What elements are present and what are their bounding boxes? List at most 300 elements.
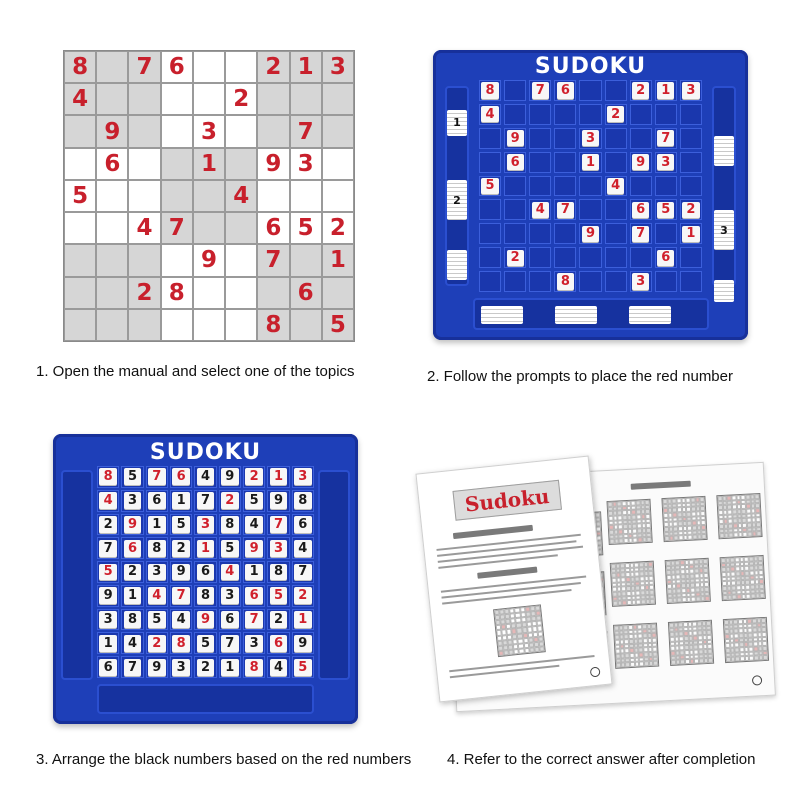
- tile-stack[interactable]: [714, 210, 734, 250]
- sudoku-board-setup: [433, 50, 748, 340]
- board-slot[interactable]: [146, 585, 168, 607]
- number-tile[interactable]: 8: [221, 516, 238, 533]
- board-slot[interactable]: [170, 537, 192, 559]
- number-tile[interactable]: 6: [197, 564, 214, 581]
- board-slot[interactable]: [579, 104, 601, 125]
- number-tile[interactable]: 9: [294, 635, 311, 652]
- board-slot[interactable]: [243, 656, 265, 678]
- board-slot[interactable]: [146, 514, 168, 536]
- board-slot[interactable]: [121, 514, 143, 536]
- number-tile[interactable]: 7: [632, 226, 649, 242]
- tile-stack[interactable]: [714, 136, 734, 166]
- board-slot[interactable]: [194, 561, 216, 583]
- number-tile[interactable]: 4: [197, 468, 214, 485]
- board-slot[interactable]: [479, 128, 501, 149]
- board-slot[interactable]: [554, 152, 576, 173]
- board-slot[interactable]: [97, 585, 119, 607]
- board-slot[interactable]: [243, 490, 265, 512]
- board-slot[interactable]: [680, 104, 702, 125]
- mini-grid-cell: [760, 593, 765, 598]
- number-tile[interactable]: 8: [557, 273, 574, 289]
- number-tile[interactable]: 9: [507, 130, 524, 146]
- board-slot[interactable]: [243, 537, 265, 559]
- number-tile[interactable]: 2: [197, 659, 214, 676]
- puzzle-cell: 3: [290, 148, 322, 180]
- number-tile[interactable]: 2: [270, 611, 287, 628]
- number-tile[interactable]: 7: [124, 659, 141, 676]
- board-slot[interactable]: [146, 656, 168, 678]
- board-slot[interactable]: [479, 152, 501, 173]
- board-slot[interactable]: [529, 152, 551, 173]
- board-slot[interactable]: [479, 104, 501, 125]
- number-tile[interactable]: 3: [197, 516, 214, 533]
- board-slot[interactable]: [579, 223, 601, 244]
- board-slot[interactable]: [97, 537, 119, 559]
- number-tile[interactable]: 7: [148, 468, 165, 485]
- puzzle-cell: [290, 244, 322, 276]
- number-tile[interactable]: 3: [632, 273, 649, 289]
- board-slot[interactable]: [146, 466, 168, 488]
- number-tile[interactable]: 5: [172, 516, 189, 533]
- board-slot[interactable]: [504, 152, 526, 173]
- board-slot[interactable]: [479, 247, 501, 268]
- board-slot[interactable]: [292, 466, 314, 488]
- board-slot[interactable]: [292, 537, 314, 559]
- board-slot[interactable]: [97, 490, 119, 512]
- board-slot[interactable]: [121, 656, 143, 678]
- board-slot[interactable]: [243, 561, 265, 583]
- number-tile[interactable]: 3: [582, 130, 599, 146]
- number-tile[interactable]: 2: [632, 82, 649, 98]
- number-tile[interactable]: 6: [557, 82, 574, 98]
- number-tile[interactable]: 4: [124, 635, 141, 652]
- number-tile[interactable]: 9: [197, 611, 214, 628]
- board-slot[interactable]: [605, 223, 627, 244]
- board-slot[interactable]: [605, 199, 627, 220]
- board-slot[interactable]: [121, 466, 143, 488]
- board-slot[interactable]: [243, 609, 265, 631]
- board-slot[interactable]: [579, 80, 601, 101]
- board-slot[interactable]: [479, 223, 501, 244]
- board-slot[interactable]: [121, 490, 143, 512]
- number-tile[interactable]: 2: [245, 468, 262, 485]
- number-tile[interactable]: 9: [148, 659, 165, 676]
- board-slot[interactable]: [219, 609, 241, 631]
- board-slot[interactable]: [219, 514, 241, 536]
- number-tile[interactable]: 3: [172, 659, 189, 676]
- board-slot[interactable]: [655, 104, 677, 125]
- board-slot[interactable]: [554, 247, 576, 268]
- board-slot[interactable]: [292, 656, 314, 678]
- board-slot[interactable]: [630, 247, 652, 268]
- board-slot[interactable]: [529, 271, 551, 292]
- number-tile[interactable]: 4: [148, 587, 165, 604]
- number-tile[interactable]: 1: [657, 82, 674, 98]
- board-slot[interactable]: [655, 80, 677, 101]
- board-slot[interactable]: [605, 128, 627, 149]
- board-slot[interactable]: [479, 199, 501, 220]
- board-slot[interactable]: [529, 80, 551, 101]
- board-slot[interactable]: [529, 247, 551, 268]
- board-slot[interactable]: [655, 128, 677, 149]
- board-slot[interactable]: [605, 152, 627, 173]
- board-slot[interactable]: [243, 632, 265, 654]
- number-tile[interactable]: 2: [682, 202, 699, 218]
- number-tile[interactable]: 4: [532, 202, 549, 218]
- board-slot[interactable]: [194, 466, 216, 488]
- number-tile[interactable]: 4: [270, 659, 287, 676]
- puzzle-cell: [257, 115, 289, 147]
- board-slot[interactable]: [680, 128, 702, 149]
- number-tile[interactable]: 6: [632, 202, 649, 218]
- number-tile[interactable]: 8: [148, 540, 165, 557]
- board-slot[interactable]: [121, 585, 143, 607]
- board-slot[interactable]: [146, 537, 168, 559]
- answer-grid: [613, 623, 659, 669]
- number-tile[interactable]: 3: [99, 611, 116, 628]
- number-tile[interactable]: 7: [245, 611, 262, 628]
- board-slot[interactable]: [121, 537, 143, 559]
- tile-stack[interactable]: [447, 250, 467, 280]
- number-tile[interactable]: 8: [99, 468, 116, 485]
- board-slot[interactable]: [680, 176, 702, 197]
- board-slot[interactable]: [170, 561, 192, 583]
- number-tile[interactable]: 4: [294, 540, 311, 557]
- number-tile[interactable]: 1: [270, 468, 287, 485]
- number-tile[interactable]: 3: [682, 82, 699, 98]
- board-slot[interactable]: [170, 656, 192, 678]
- board-slot[interactable]: [479, 271, 501, 292]
- manual-cover-page: [415, 456, 612, 703]
- number-tile[interactable]: 5: [221, 540, 238, 557]
- number-tile[interactable]: 1: [148, 516, 165, 533]
- board-slot[interactable]: [121, 561, 143, 583]
- board-slot[interactable]: [97, 632, 119, 654]
- board-slot[interactable]: [630, 80, 652, 101]
- number-tile[interactable]: 1: [294, 611, 311, 628]
- number-tile[interactable]: 5: [245, 492, 262, 509]
- board-slot[interactable]: [267, 585, 289, 607]
- number-tile[interactable]: 9: [632, 154, 649, 170]
- board-slot[interactable]: [194, 656, 216, 678]
- board-slot[interactable]: [579, 247, 601, 268]
- board-slot[interactable]: [554, 128, 576, 149]
- board-slot[interactable]: [170, 585, 192, 607]
- number-tile[interactable]: 5: [197, 635, 214, 652]
- board-slot[interactable]: [219, 466, 241, 488]
- number-tile[interactable]: 7: [99, 540, 116, 557]
- board-slot[interactable]: [479, 80, 501, 101]
- board-slot[interactable]: [194, 490, 216, 512]
- board-slot[interactable]: [267, 632, 289, 654]
- board-slot[interactable]: [97, 514, 119, 536]
- number-tile[interactable]: 1: [682, 226, 699, 242]
- board-slot[interactable]: [194, 514, 216, 536]
- board-slot[interactable]: [529, 176, 551, 197]
- board-slot[interactable]: [146, 490, 168, 512]
- board-slot[interactable]: [579, 152, 601, 173]
- number-tile[interactable]: 4: [245, 516, 262, 533]
- number-tile[interactable]: 6: [221, 611, 238, 628]
- number-tile[interactable]: 2: [99, 516, 116, 533]
- number-tile[interactable]: 2: [221, 492, 238, 509]
- board-slot[interactable]: [267, 561, 289, 583]
- board-slot[interactable]: [194, 585, 216, 607]
- number-tile[interactable]: 2: [607, 106, 624, 122]
- number-tile[interactable]: 3: [124, 492, 141, 509]
- board-slot[interactable]: [655, 176, 677, 197]
- board-slot[interactable]: [680, 152, 702, 173]
- number-tile[interactable]: 2: [507, 250, 524, 266]
- number-tile[interactable]: 8: [197, 587, 214, 604]
- board-slot[interactable]: [146, 609, 168, 631]
- number-tile[interactable]: 5: [99, 564, 116, 581]
- stack-number: 2: [453, 194, 461, 207]
- number-tile[interactable]: 9: [172, 564, 189, 581]
- board-slot[interactable]: [243, 585, 265, 607]
- board-slot[interactable]: [479, 176, 501, 197]
- board-slot[interactable]: [504, 247, 526, 268]
- board-slot[interactable]: [529, 199, 551, 220]
- board-slot[interactable]: [219, 490, 241, 512]
- number-tile[interactable]: 3: [294, 468, 311, 485]
- number-tile[interactable]: 8: [481, 82, 498, 98]
- number-tile[interactable]: 5: [124, 468, 141, 485]
- board-slot[interactable]: [630, 152, 652, 173]
- board-slot[interactable]: [605, 80, 627, 101]
- board-slot[interactable]: [630, 271, 652, 292]
- number-tile[interactable]: 1: [582, 154, 599, 170]
- board-slot[interactable]: [529, 128, 551, 149]
- board-slot[interactable]: [529, 223, 551, 244]
- board-slot[interactable]: [243, 514, 265, 536]
- tile-stack[interactable]: [481, 306, 523, 324]
- number-tile[interactable]: 2: [172, 540, 189, 557]
- number-tile[interactable]: 8: [270, 564, 287, 581]
- number-tile[interactable]: 8: [294, 492, 311, 509]
- board-slot[interactable]: [121, 609, 143, 631]
- board-slot[interactable]: [194, 632, 216, 654]
- board-slot[interactable]: [605, 176, 627, 197]
- number-tile[interactable]: 5: [270, 587, 287, 604]
- number-tile[interactable]: 5: [294, 659, 311, 676]
- board-slot[interactable]: [267, 656, 289, 678]
- board-slot[interactable]: [194, 609, 216, 631]
- number-tile[interactable]: 6: [99, 659, 116, 676]
- number-tile[interactable]: 8: [124, 611, 141, 628]
- number-tile[interactable]: 7: [657, 130, 674, 146]
- number-tile[interactable]: 1: [99, 635, 116, 652]
- number-tile[interactable]: 3: [270, 540, 287, 557]
- board-slot[interactable]: [243, 466, 265, 488]
- board-slot[interactable]: [605, 271, 627, 292]
- puzzle-cell: 8: [257, 309, 289, 341]
- number-tile[interactable]: 7: [532, 82, 549, 98]
- board-slot[interactable]: [219, 632, 241, 654]
- number-tile[interactable]: 1: [197, 540, 214, 557]
- board-slot[interactable]: [219, 656, 241, 678]
- board-slot[interactable]: [170, 632, 192, 654]
- number-tile[interactable]: 9: [221, 468, 238, 485]
- board-slot[interactable]: [97, 561, 119, 583]
- board-slot[interactable]: [605, 247, 627, 268]
- number-tile[interactable]: 2: [148, 635, 165, 652]
- number-tile[interactable]: 6: [507, 154, 524, 170]
- puzzle-cell: [96, 277, 128, 309]
- board-slot[interactable]: [554, 199, 576, 220]
- number-tile[interactable]: 1: [124, 587, 141, 604]
- mini-grid-cell: [702, 534, 707, 539]
- number-tile[interactable]: 6: [270, 635, 287, 652]
- board-slot[interactable]: [630, 128, 652, 149]
- number-tile[interactable]: 4: [99, 492, 116, 509]
- number-tile[interactable]: 9: [270, 492, 287, 509]
- puzzle-cell: 5: [322, 309, 354, 341]
- board-slot[interactable]: [219, 561, 241, 583]
- board-slot[interactable]: [504, 80, 526, 101]
- board-slot[interactable]: [655, 199, 677, 220]
- board-slot[interactable]: [554, 176, 576, 197]
- number-tile[interactable]: 2: [124, 564, 141, 581]
- board-slot[interactable]: [170, 609, 192, 631]
- board-slot[interactable]: [504, 271, 526, 292]
- board-slot[interactable]: [655, 223, 677, 244]
- number-tile[interactable]: 6: [172, 468, 189, 485]
- board-slot[interactable]: [630, 199, 652, 220]
- number-tile[interactable]: 4: [172, 611, 189, 628]
- board-slot[interactable]: [680, 199, 702, 220]
- board-slot[interactable]: [554, 271, 576, 292]
- board-slot[interactable]: [292, 632, 314, 654]
- board-slot[interactable]: [97, 466, 119, 488]
- number-tile[interactable]: 4: [221, 564, 238, 581]
- board-slot[interactable]: [97, 656, 119, 678]
- board-slot[interactable]: [170, 466, 192, 488]
- board-slot[interactable]: [504, 223, 526, 244]
- board-slot[interactable]: [504, 176, 526, 197]
- board-slot[interactable]: [605, 104, 627, 125]
- board-slot[interactable]: [554, 80, 576, 101]
- tile-stack[interactable]: [629, 306, 671, 324]
- puzzle-cell: 4: [64, 83, 96, 115]
- board-slot[interactable]: [292, 561, 314, 583]
- board-slot[interactable]: [630, 223, 652, 244]
- board-slot[interactable]: [630, 104, 652, 125]
- board-slot[interactable]: [267, 490, 289, 512]
- board-slot[interactable]: [292, 585, 314, 607]
- board-slot[interactable]: [529, 104, 551, 125]
- puzzle-cell: 9: [96, 115, 128, 147]
- board-slot[interactable]: [504, 199, 526, 220]
- board-slot[interactable]: [146, 632, 168, 654]
- number-tile[interactable]: 3: [657, 154, 674, 170]
- puzzle-cell: [225, 212, 257, 244]
- number-tile[interactable]: 5: [657, 202, 674, 218]
- number-tile[interactable]: 8: [172, 635, 189, 652]
- number-tile[interactable]: 8: [245, 659, 262, 676]
- board-slot[interactable]: [146, 561, 168, 583]
- board-slot[interactable]: [170, 490, 192, 512]
- board-slot[interactable]: [194, 537, 216, 559]
- board-slot[interactable]: [680, 80, 702, 101]
- board-slot[interactable]: [504, 104, 526, 125]
- number-tile[interactable]: 1: [245, 564, 262, 581]
- number-tile[interactable]: 4: [481, 106, 498, 122]
- number-tile[interactable]: 3: [245, 635, 262, 652]
- board-slot[interactable]: [630, 176, 652, 197]
- board-slot[interactable]: [680, 247, 702, 268]
- board-slot[interactable]: [267, 609, 289, 631]
- number-tile[interactable]: 3: [148, 564, 165, 581]
- number-tile[interactable]: 4: [607, 178, 624, 194]
- answer-grid: [723, 617, 769, 663]
- number-tile[interactable]: 7: [221, 635, 238, 652]
- board-slot[interactable]: [121, 632, 143, 654]
- board-slot[interactable]: [655, 152, 677, 173]
- number-tile[interactable]: 6: [245, 587, 262, 604]
- number-tile[interactable]: 2: [294, 587, 311, 604]
- board-slot[interactable]: [219, 537, 241, 559]
- tile-stack[interactable]: [714, 280, 734, 302]
- board-slot[interactable]: [579, 176, 601, 197]
- number-tile[interactable]: 7: [172, 587, 189, 604]
- board-slot[interactable]: [267, 514, 289, 536]
- board-slot[interactable]: [267, 537, 289, 559]
- board-slot[interactable]: [655, 247, 677, 268]
- number-tile[interactable]: 1: [221, 659, 238, 676]
- number-tile[interactable]: 7: [294, 564, 311, 581]
- board-slot[interactable]: [579, 128, 601, 149]
- number-tile[interactable]: 6: [148, 492, 165, 509]
- number-tile[interactable]: 6: [124, 540, 141, 557]
- number-tile[interactable]: 9: [245, 540, 262, 557]
- number-tile[interactable]: 9: [582, 226, 599, 242]
- board-slot[interactable]: [579, 199, 601, 220]
- number-tile[interactable]: 1: [172, 492, 189, 509]
- number-tile[interactable]: 5: [481, 178, 498, 194]
- board-slot[interactable]: [292, 609, 314, 631]
- puzzle-cell: [193, 180, 225, 212]
- board-slot[interactable]: [680, 223, 702, 244]
- number-tile[interactable]: 3: [221, 587, 238, 604]
- answer-sheet-heading: [631, 481, 691, 490]
- board-slot[interactable]: [292, 490, 314, 512]
- number-tile[interactable]: 6: [657, 250, 674, 266]
- tile-stack[interactable]: [447, 180, 467, 220]
- board-slot[interactable]: [267, 466, 289, 488]
- number-tile[interactable]: 5: [148, 611, 165, 628]
- number-tile[interactable]: 7: [270, 516, 287, 533]
- board-slot[interactable]: [292, 514, 314, 536]
- board-slot[interactable]: [554, 104, 576, 125]
- board-slot[interactable]: [579, 271, 601, 292]
- number-tile[interactable]: 7: [557, 202, 574, 218]
- tile-stack[interactable]: [447, 110, 467, 136]
- board-slot[interactable]: [655, 271, 677, 292]
- board-slot[interactable]: [97, 609, 119, 631]
- number-tile[interactable]: 9: [124, 516, 141, 533]
- board-slot[interactable]: [554, 223, 576, 244]
- number-tile[interactable]: 6: [294, 516, 311, 533]
- board-slot[interactable]: [680, 271, 702, 292]
- board-slot[interactable]: [504, 128, 526, 149]
- number-tile[interactable]: 7: [197, 492, 214, 509]
- manual-title: Sudoku: [452, 480, 561, 521]
- board-slot[interactable]: [219, 585, 241, 607]
- board-slot[interactable]: [170, 514, 192, 536]
- tile-stack[interactable]: [555, 306, 597, 324]
- number-tile[interactable]: 9: [99, 587, 116, 604]
